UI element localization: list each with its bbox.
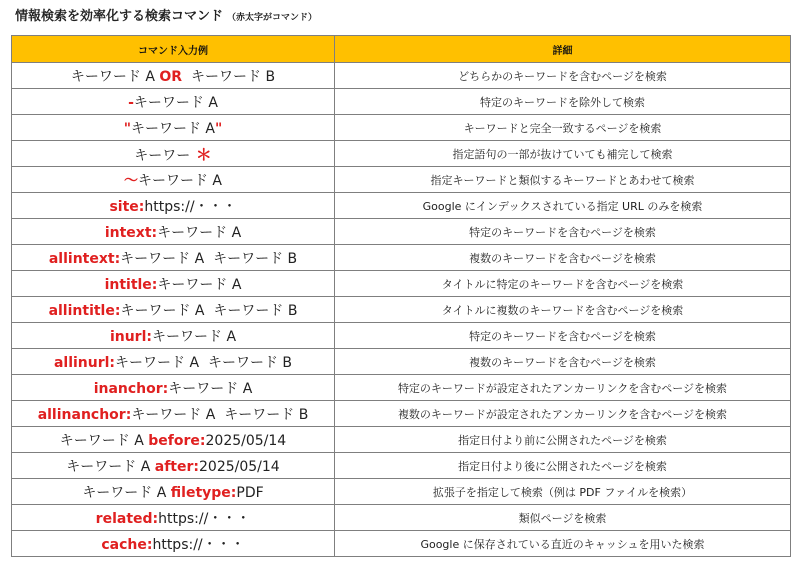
table-row xyxy=(12,531,791,557)
table-row xyxy=(12,349,791,375)
table-row xyxy=(12,115,791,141)
detail-cell: 特定のキーワードを含むページを検索 xyxy=(335,219,791,245)
command-text: キーワード A xyxy=(157,276,242,293)
command-keyword: intext: xyxy=(104,224,158,241)
table-row xyxy=(12,375,791,401)
command-keyword: " xyxy=(123,120,131,137)
command-text: キーワード A キーワード B xyxy=(120,250,298,267)
detail-cell: キーワードと完全一致するページを検索 xyxy=(335,115,791,141)
command-keyword: inanchor: xyxy=(93,380,169,397)
table-row xyxy=(12,401,791,427)
detail-cell: 指定語句の一部が抜けていても補完して検索 xyxy=(335,141,791,167)
command-example-cell xyxy=(12,63,335,89)
command-text: キーワード A xyxy=(70,68,160,85)
command-example-cell xyxy=(12,89,335,115)
detail-cell: Google にインデックスされている指定 URL のみを検索 xyxy=(335,193,791,219)
command-text: https://・・・ xyxy=(152,536,245,553)
command-keyword: filetype: xyxy=(170,484,237,501)
command-keyword: - xyxy=(128,94,134,111)
command-text: https://・・・ xyxy=(158,510,251,527)
command-text: キーワード A キーワード B xyxy=(115,354,293,371)
command-example-cell xyxy=(12,245,335,271)
command-example-cell xyxy=(12,141,335,167)
command-example-cell xyxy=(12,427,335,453)
command-text: キーワード B xyxy=(182,68,276,85)
command-example-cell xyxy=(12,505,335,531)
table-row xyxy=(12,245,791,271)
command-text: キーワード A xyxy=(157,224,242,241)
command-example-cell xyxy=(12,297,335,323)
search-command-table xyxy=(11,35,791,557)
detail-cell: 複数のキーワードが設定されたアンカーリンクを含むページを検索 xyxy=(335,401,791,427)
command-keyword: before: xyxy=(148,432,206,449)
detail-cell: 特定のキーワードを含むページを検索 xyxy=(335,323,791,349)
detail-cell: Google に保存されている直近のキャッシュを用いた検索 xyxy=(335,531,791,557)
command-text: キーワード A xyxy=(168,380,253,397)
detail-cell: 指定日付より前に公開されたページを検索 xyxy=(335,427,791,453)
command-text: https://・・・ xyxy=(144,198,237,215)
table-row xyxy=(12,297,791,323)
header-row xyxy=(12,36,791,63)
detail-cell: 複数のキーワードを含むページを検索 xyxy=(335,245,791,271)
command-keyword: allintext: xyxy=(48,250,121,267)
table-row xyxy=(12,63,791,89)
table-row xyxy=(12,193,791,219)
detail-cell: タイトルに特定のキーワードを含むページを検索 xyxy=(335,271,791,297)
command-text: キーワード A xyxy=(130,120,216,137)
command-keyword: site: xyxy=(109,198,145,215)
command-keyword: allinurl: xyxy=(53,354,116,371)
detail-cell: 類似ページを検索 xyxy=(335,505,791,531)
detail-cell: 特定のキーワードが設定されたアンカーリンクを含むページを検索 xyxy=(335,375,791,401)
command-keyword: OR xyxy=(159,68,183,85)
table-row xyxy=(12,271,791,297)
page-title xyxy=(15,6,317,28)
table-row xyxy=(12,427,791,453)
table-row xyxy=(12,505,791,531)
command-keyword: cache: xyxy=(101,536,153,553)
header-command-example: コマンド入力例 xyxy=(12,36,335,63)
detail-cell: 複数のキーワードを含むページを検索 xyxy=(335,349,791,375)
table-row xyxy=(12,323,791,349)
table-row xyxy=(12,453,791,479)
table-row xyxy=(12,141,791,167)
command-keyword: " xyxy=(215,120,223,137)
command-example-cell xyxy=(12,193,335,219)
command-example-cell xyxy=(12,167,335,193)
command-example-cell xyxy=(12,349,335,375)
command-text: キーワード A xyxy=(133,94,218,111)
command-example-cell xyxy=(12,401,335,427)
detail-cell: 指定キーワードと類似するキーワードとあわせて検索 xyxy=(335,167,791,193)
command-example-cell xyxy=(12,271,335,297)
command-text: キーワード A xyxy=(66,458,155,475)
command-keyword: ＊ xyxy=(190,145,212,164)
command-text: キーワー xyxy=(134,148,191,164)
command-example-cell xyxy=(12,479,335,505)
table-row xyxy=(12,89,791,115)
command-text: キーワード A xyxy=(82,484,171,501)
command-text: PDF xyxy=(236,484,264,501)
command-text: 2025/05/14 xyxy=(199,458,280,475)
detail-cell: タイトルに複数のキーワードを含むページを検索 xyxy=(335,297,791,323)
command-keyword: ～ xyxy=(123,172,138,189)
detail-cell: 指定日付より後に公開されたページを検索 xyxy=(335,453,791,479)
command-example-cell xyxy=(12,219,335,245)
command-example-cell xyxy=(12,531,335,557)
command-example-cell xyxy=(12,453,335,479)
command-example-cell xyxy=(12,375,335,401)
detail-cell: 特定のキーワードを除外して検索 xyxy=(335,89,791,115)
command-example-cell xyxy=(12,323,335,349)
title-note: （赤太字がコマンド） xyxy=(227,13,318,23)
command-keyword: inurl: xyxy=(109,328,152,345)
table-row xyxy=(12,167,791,193)
table-row xyxy=(12,219,791,245)
detail-cell: どちらかのキーワードを含むページを検索 xyxy=(335,63,791,89)
title-text: 情報検索を効率化する検索コマンド xyxy=(15,9,224,24)
command-keyword: allintitle: xyxy=(48,302,121,319)
command-text: キーワード A xyxy=(59,432,149,449)
detail-cell: 拡張子を指定して検索（例は PDF ファイルを検索） xyxy=(335,479,791,505)
command-text: キーワード A キーワード B xyxy=(131,406,309,423)
header-details: 詳細 xyxy=(335,36,791,63)
command-text: キーワード A キーワード B xyxy=(120,302,298,319)
table-row xyxy=(12,479,791,505)
command-keyword: after: xyxy=(154,458,199,475)
command-keyword: related: xyxy=(95,510,159,527)
table-body xyxy=(12,63,791,557)
command-keyword: allinanchor: xyxy=(37,406,132,423)
command-text: キーワード A xyxy=(152,328,237,345)
command-example-cell xyxy=(12,115,335,141)
command-text: キーワード A xyxy=(137,172,223,189)
command-keyword: intitle: xyxy=(104,276,158,293)
command-text: 2025/05/14 xyxy=(205,432,287,449)
